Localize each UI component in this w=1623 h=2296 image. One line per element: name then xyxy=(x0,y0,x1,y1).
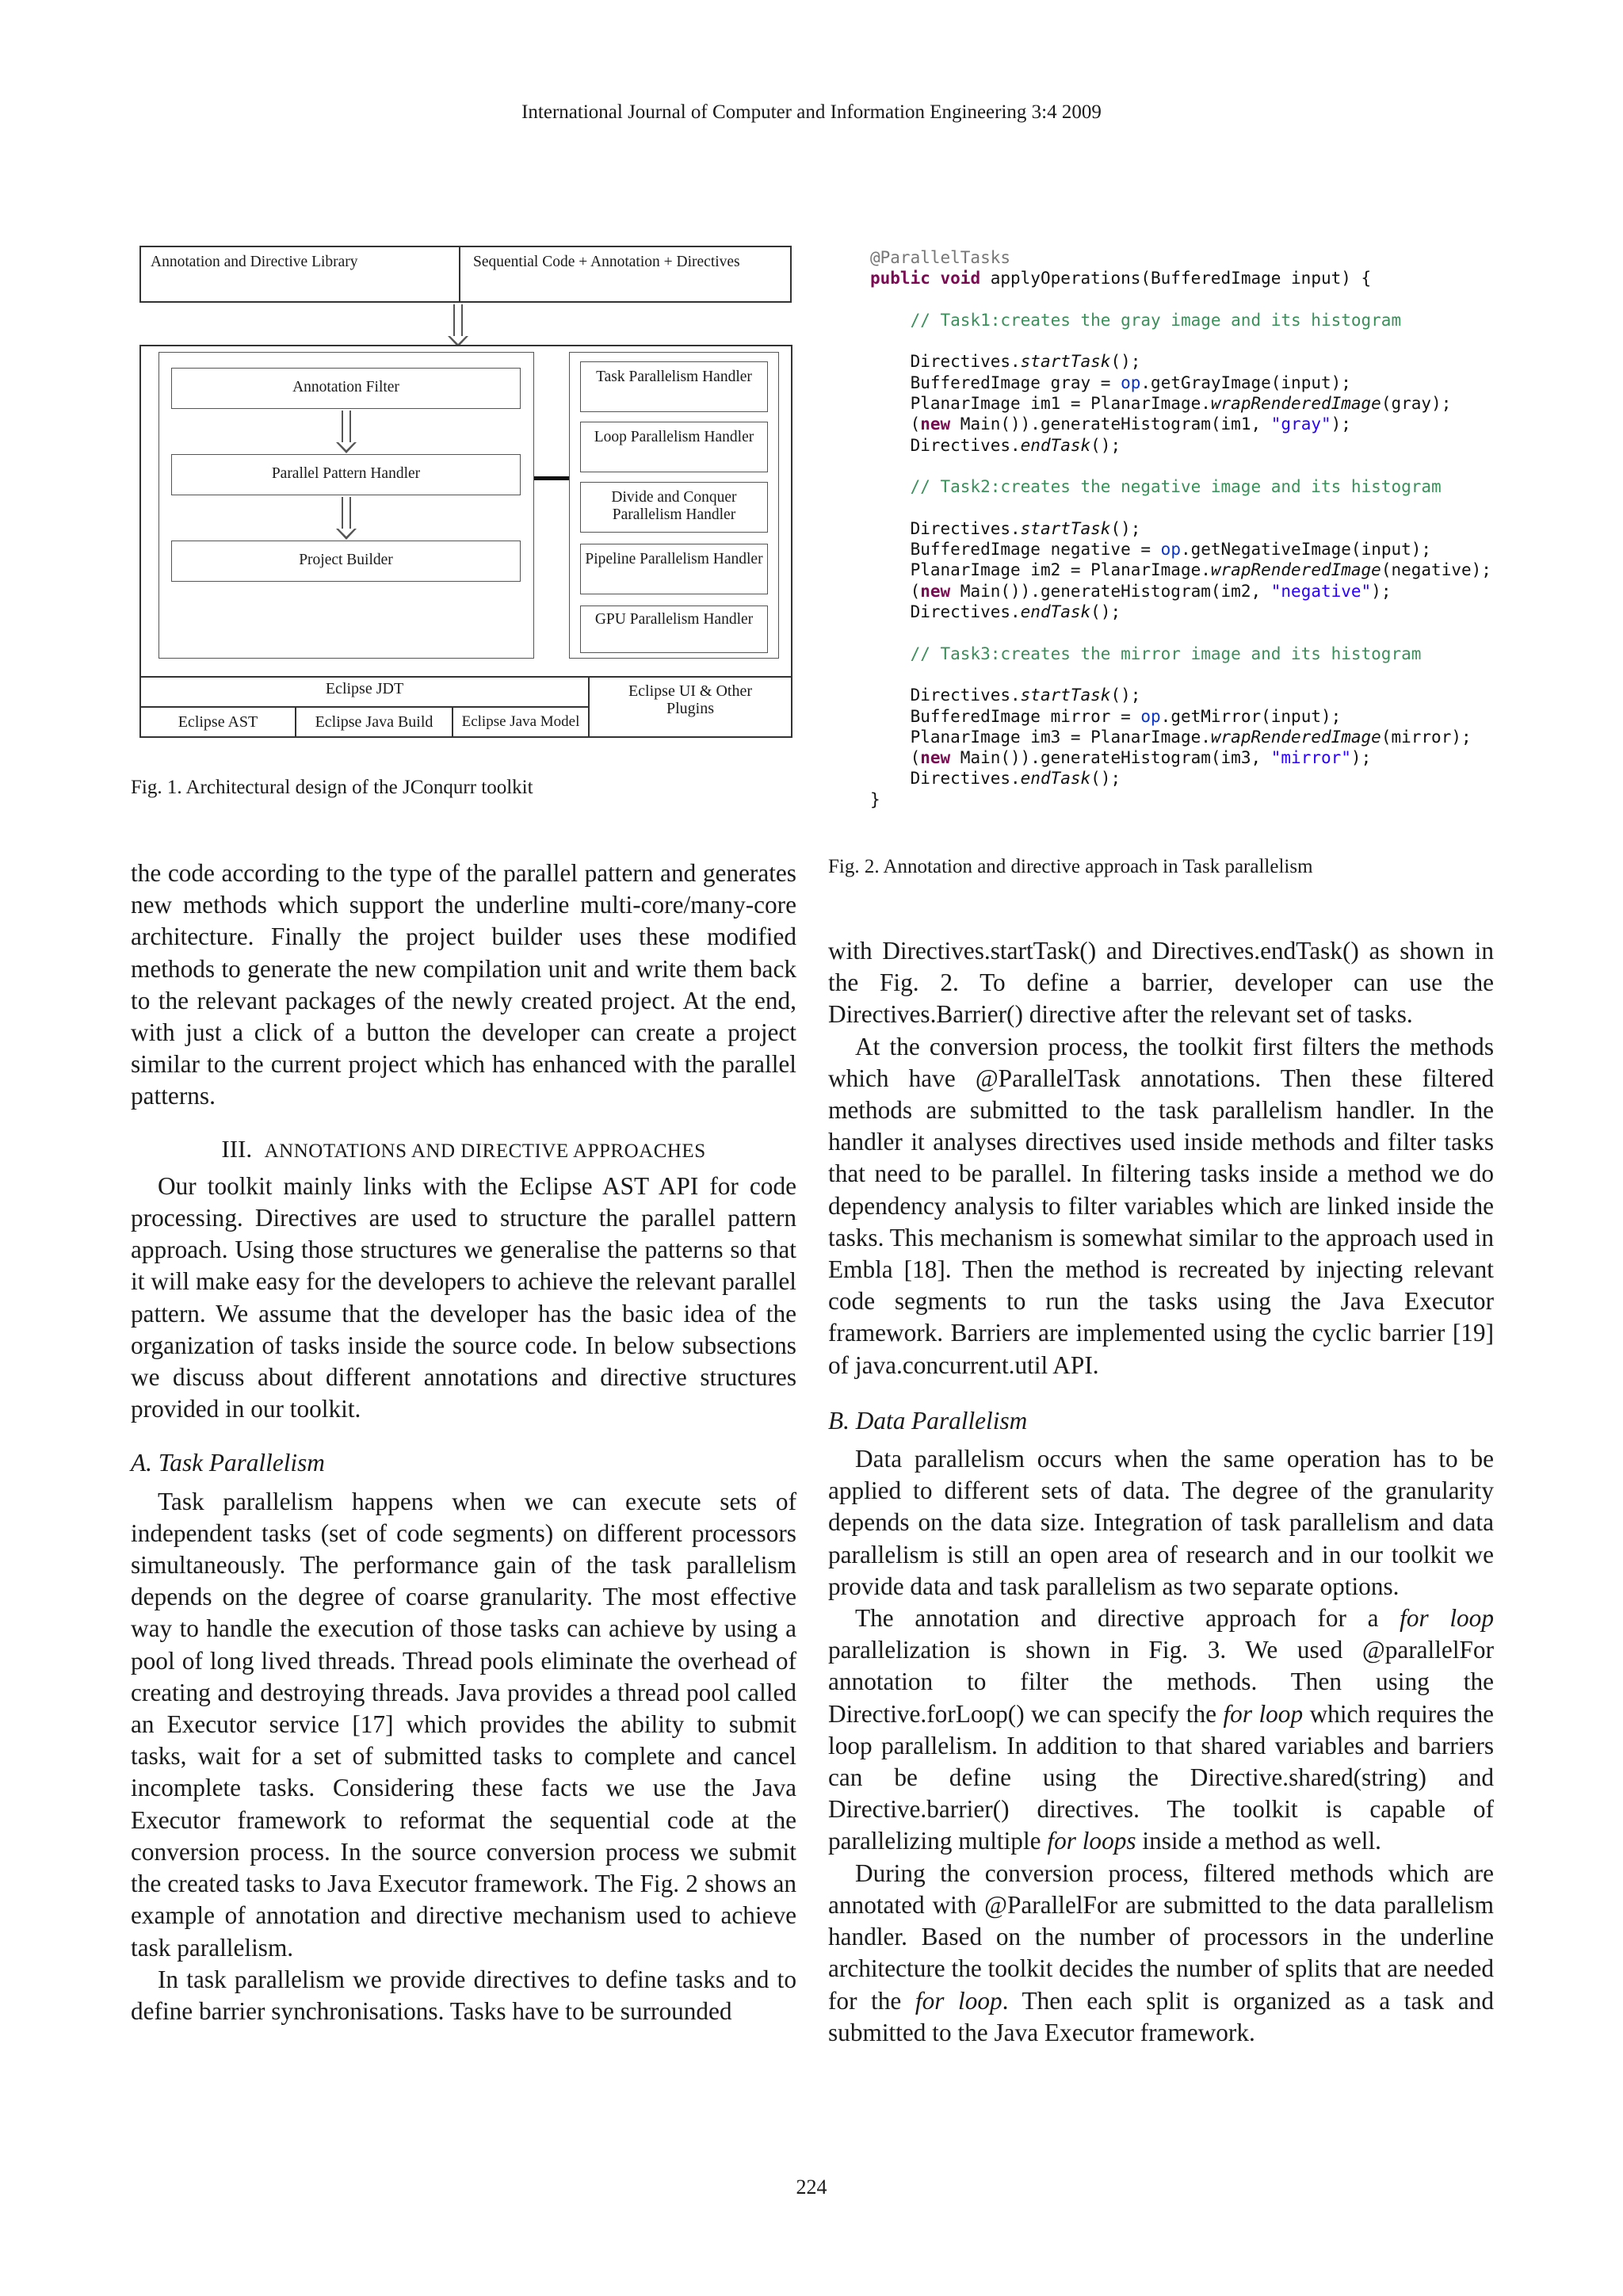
keyword-token: public xyxy=(870,269,930,288)
down-arrow-icon xyxy=(342,497,351,529)
subsection-heading: B. Data Parallelism xyxy=(828,1406,1028,1435)
annotation-token: @ParallelTasks xyxy=(870,248,1011,267)
paragraph: At the conversion process, the toolkit first filters the methods which have @ParallelTask annotations. Then these filtered methods are submitted to the task parallelism handler. In the handler it analyses directives used inside methods and filter tasks that need to be parallel. In filtering tasks inside a method we do dependency analysis to filter variables which are linked inside the tasks. This mechanism is somewhat similar to the approach used in Embla [18]. Then the method is recreated by injecting relevant code segments to run the tasks using the Java Executor framework. Barriers are implemented using the cyclic barrier [19] of java.concurrent.util API. xyxy=(828,1032,1494,1379)
code-token: op xyxy=(1160,540,1181,560)
code-token: Directives. xyxy=(910,602,1021,622)
code-token: } xyxy=(870,789,880,809)
section-heading xyxy=(131,1133,796,1167)
pattern-handler-label: Parallel Pattern Handler xyxy=(271,465,421,482)
annotation-filter-label: Annotation Filter xyxy=(292,379,399,395)
code-token: gray xyxy=(1050,372,1091,392)
paragraph: with Directives.startTask() and Directives.endTask() as shown in the Fig. 2. To define a barrier, developer can use the Directives.Barrier() directive after the relevant set of tasks. xyxy=(828,937,1494,1029)
annotation-filter-box xyxy=(171,368,521,409)
code-token: im3 xyxy=(1030,727,1061,747)
library-box-label: Annotation and Directive Library xyxy=(151,254,358,270)
paragraph: Our toolkit mainly links with the Eclipse AST API for code processing. Directives are used to structure the parallel pattern approach. Using those structures we generalise the patterns so that it will make easy for the developers to achieve the relevant parallel pattern. We assume that the developer has the basic idea of the organization of tasks inside the source code. In below subsections we discuss about different annotations and directive structures provided in our toolkit. xyxy=(131,1171,796,1423)
keyword-token: new xyxy=(920,748,951,768)
method-signature: applyOperations(BufferedImage input) { xyxy=(980,269,1372,288)
string-token: "mirror" xyxy=(1270,748,1351,768)
eclipse-java-build-label: Eclipse Java Build xyxy=(315,713,433,731)
code-token: wrapRenderedImage xyxy=(1210,560,1381,580)
text-run: The annotation and directive approach for a xyxy=(855,1604,1400,1633)
paragraph: Data parallelism occurs when the same operation has to be applied to different sets of data. The degree of the granularity depends on the data size. Integration of task parallelism and data parallelism is still an open area of research and in our toolkit we provide data and task parallelism as two separate options. xyxy=(828,1445,1494,1600)
keyword-token: void xyxy=(940,269,981,288)
code-token: gray xyxy=(1391,394,1432,414)
code-token: im2 xyxy=(1030,560,1061,580)
right-column xyxy=(828,935,1494,2049)
code-token: im2 xyxy=(1220,581,1251,601)
eclipse-ast-label: Eclipse AST xyxy=(178,713,258,731)
code-token: im1 xyxy=(1220,415,1251,434)
code-token: startTask xyxy=(1020,686,1111,705)
code-token: endTask xyxy=(1020,602,1091,622)
keyword-token: new xyxy=(920,415,951,434)
handler-box xyxy=(580,422,768,472)
code-token: (); xyxy=(1090,435,1121,455)
handler-box xyxy=(580,361,768,412)
code-comment: // Task2:creates the negative image and its histogram xyxy=(910,477,1442,497)
library-box xyxy=(139,246,460,303)
code-token: wrapRenderedImage xyxy=(1210,394,1381,414)
figure2-caption: Fig. 2. Annotation and directive approach in Task parallelism xyxy=(828,856,1313,877)
text-run: for loop xyxy=(1400,1604,1494,1633)
code-token: endTask xyxy=(1020,769,1091,789)
code-token: op xyxy=(1140,706,1161,726)
eclipse-java-model-box xyxy=(452,706,590,738)
code-token: endTask xyxy=(1020,435,1091,455)
string-token: "gray" xyxy=(1270,415,1331,434)
handler-box xyxy=(580,482,768,533)
handler-box xyxy=(580,606,768,653)
code-token: (); xyxy=(1090,769,1121,789)
handler-label: Loop Parallelism Handler xyxy=(594,429,754,445)
section-number: III. xyxy=(221,1134,253,1163)
code-token: im3 xyxy=(1220,748,1251,768)
code-token: getMirror xyxy=(1170,706,1262,726)
handler-label: GPU Parallelism Handler xyxy=(594,611,754,628)
code-token: getNegativeImage xyxy=(1190,540,1351,560)
paragraph xyxy=(828,1858,1494,2049)
code-token: startTask xyxy=(1020,352,1111,372)
code-token: (); xyxy=(1090,602,1121,622)
pattern-handler-box xyxy=(171,454,521,495)
handler-label: Divide and Conquer Parallelism Handler xyxy=(611,489,737,523)
code-token: op xyxy=(1121,372,1141,392)
code-token: getGrayImage xyxy=(1151,372,1271,392)
eclipse-ui-box xyxy=(588,676,792,738)
project-builder-label: Project Builder xyxy=(299,552,393,568)
eclipse-ui-label: Eclipse UI & Other Plugins xyxy=(628,682,753,717)
paragraph: Task parallelism happens when we can execute sets of independent tasks (set of code segments) on different processors simultaneously. The performance gain of the task parallelism depends on the degree of coarse granularity. The most effective way to handle the execution of those tasks can achieve by using a pool of long lived threads. Thread pools eliminate the overhead of creating and destroying threads. Java provides a thread pool called an Executor service [17] which provides the ability to submit tasks, wait for a set of submitted tasks to complete and cancel incomplete tasks. Considering these facts we use the Java Executor framework to reformat the sequential code at the conversion process. In the source conversion process we submit the created tasks to Java Executor framework. The Fig. 2 shows an example of annotation and directive mechanism used to achieve task parallelism. xyxy=(131,1487,796,1962)
text-run: parallelization is shown in Fig. 3. We used @parallelFor annotation to filter the methods. Then using the Directive.forLoop() we can specify the xyxy=(828,1636,1494,1728)
string-token: "negative" xyxy=(1270,581,1372,601)
code-token: Directives. xyxy=(910,518,1021,538)
handler-label: Pipeline Parallelism Handler xyxy=(585,551,763,567)
paragraph: the code according to the type of the parallel pattern and generates new methods which support the underline multi-core/many-core architecture. Finally the project builder uses these modified methods to generate the new compilation unit and write them back to the relevant packages of the newly created project. At the end, with just a click of a button the developer can create a project similar to the current project which has enhanced with the parallel patterns. xyxy=(131,859,796,1110)
figure1-caption: Fig. 1. Architectural design of the JConqurr toolkit xyxy=(131,777,533,798)
project-builder-box xyxy=(171,541,521,582)
architecture-diagram xyxy=(138,244,792,739)
input-box xyxy=(459,246,792,303)
handler-box xyxy=(580,544,768,594)
eclipse-ast-box xyxy=(139,706,296,738)
page-number: 224 xyxy=(796,2176,827,2199)
code-token: wrapRenderedImage xyxy=(1210,727,1381,747)
text-run: During the conversion process, filtered methods which are annotated with @ParallelFor are submitted to the data parallelism handler. Based on the number of processors in the underline architecture the toolkit decides the number of splits that are needed for the xyxy=(828,1859,1494,2015)
code-token: Directives. xyxy=(910,352,1021,372)
section-title: ANNOTATIONS AND DIRECTIVE APPROACHES xyxy=(264,1140,706,1162)
eclipse-jdt-label: Eclipse JDT xyxy=(325,680,404,697)
code-token: negative xyxy=(1391,560,1472,580)
keyword-token: new xyxy=(920,581,951,601)
text-run: for loop xyxy=(915,1986,1002,2015)
text-run: for loop xyxy=(1223,1699,1304,1728)
connector-line xyxy=(534,476,569,480)
input-box-label: Sequential Code + Annotation + Directives xyxy=(473,254,740,270)
paragraph: In task parallelism we provide directives to define tasks and to define barrier synchronisations. Tasks have to be surrounded xyxy=(131,1965,796,2025)
text-run: which requires the loop parallelism. In addition to that shared variables and barriers can be define using the Directive.shared(string) and Directive.barrier() directives. The toolkit is capable of parallelizing multiple xyxy=(828,1699,1494,1855)
down-arrow-icon xyxy=(453,304,463,336)
text-run: . Then each split is organized as a task and submitted to the Java Executor framework. xyxy=(828,1986,1494,2046)
subsection-heading: A. Task Parallelism xyxy=(131,1449,325,1477)
text-run: inside a method as well. xyxy=(1136,1827,1381,1855)
paragraph xyxy=(828,1603,1494,1858)
code-token: mirror xyxy=(1050,706,1111,726)
code-token: im1 xyxy=(1030,394,1061,414)
left-column xyxy=(131,858,796,2027)
code-token: negative xyxy=(1050,540,1131,560)
code-token: Directives. xyxy=(910,686,1021,705)
code-token: startTask xyxy=(1020,518,1111,538)
code-token: Directives. xyxy=(910,769,1021,789)
code-token: mirror xyxy=(1391,727,1452,747)
code-token: (); xyxy=(1110,518,1141,538)
down-arrow-icon xyxy=(342,411,351,442)
eclipse-java-build-box xyxy=(295,706,453,738)
journal-header: International Journal of Computer and Information Engineering 3:4 2009 xyxy=(521,101,1102,123)
code-token: (); xyxy=(1110,686,1141,705)
text-run: for loops xyxy=(1047,1827,1136,1855)
code-comment: // Task3:creates the mirror image and its histogram xyxy=(910,644,1422,663)
code-token: Directives. xyxy=(910,435,1021,455)
code-comment: // Task1:creates the gray image and its histogram xyxy=(910,310,1402,330)
code-listing: @ParallelTasks public void applyOperations(BufferedImage input) { // Task1:creates the gray image and its histogram Directives.startTask(); BufferedImage gray = op.getGrayImage(input); PlanarImage im1 = PlanarImage.wrapRenderedImage(gray); (new Main()).generateHistogram(im1, "gray"); Directives.endTask(); // Task2:creates the negative image and its histogram Directives.startTask(); BufferedImage negative = op.getNegativeImage(input); PlanarImage im2 = PlanarImage.wrapRenderedImage(negative); (new Main()).generateHistogram(im2, "negative"); Directives.endTask(); // Task3:creates the mirror image and its histogram Directives.startTask(); BufferedImage mirror = op.getMirror(input); PlanarImage im3 = PlanarImage.wrapRenderedImage(mirror); (new Main()).generateHistogram(im3, "mirror"); Directives.endTask(); } xyxy=(870,248,1491,809)
eclipse-java-model-label: Eclipse Java Model xyxy=(461,713,580,730)
code-token: (); xyxy=(1110,352,1141,372)
handler-label: Task Parallelism Handler xyxy=(596,369,752,385)
